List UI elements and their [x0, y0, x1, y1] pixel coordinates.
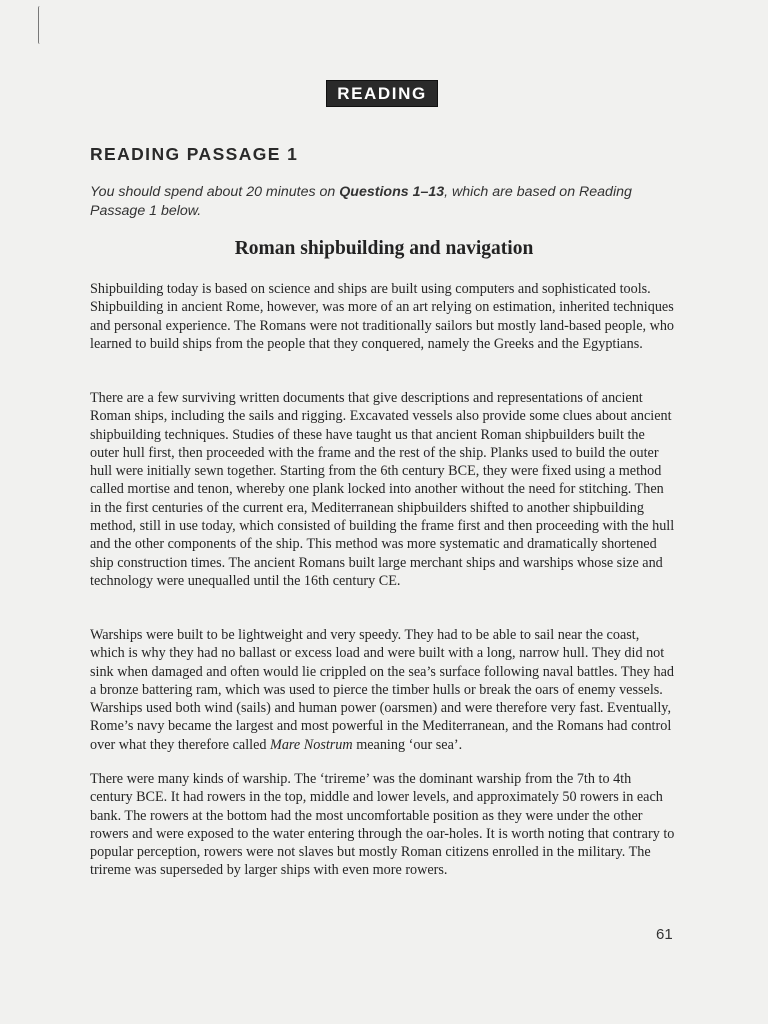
paragraph-4: There were many kinds of warship. The ‘trireme’ was the dominant warship from the 7th to 4th century BCE. It had rowers in the top, middle and lower levels, and approximately 50 rowers in each bank. The rowers at the bottom had the most uncomfortable position as they were under the other rowers and were exposed to the water entering through the oar-holes. It is worth noting that contrary to popular perception, rowers were not slaves but mostly Roman citizens enrolled in the military. The trireme was superseded by larger ships with even more rowers.: [90, 771, 675, 879]
instructions-text-start: You should spend about 20 minutes on: [90, 184, 340, 200]
article-title: Roman shipbuilding and navigation: [234, 238, 534, 259]
paragraph-2: There are a few surviving written documents that give descriptions and representations of ancient Roman ships, including the sails and rigging. Excavated vessels also provide some clues about ancient shipbuilding techniques. Studies of these have taught us that ancient Roman shipbuilders built the outer hull first, then proceeded with the frame and the rest of the ship. Planks used to build the outer hull were initially sewn together. Starting from the 6th century BCE, they were fixed using a method called mortise and tenon, whereby one plank locked into another without the need for stitching. Then in the first centuries of the current era, Mediterranean shipbuilders shifted to another shipbuilding method, still in use today, which consisted of building the frame first and then proceeding with the hull and the other components of the ship. This method was more systematic and dramatically shortened ship construction times. The ancient Romans built large merchant ships and warships whose size and technology were unequalled until the 16th century CE.: [90, 390, 675, 589]
section-label: READING: [326, 80, 438, 107]
paragraph-3-ending: meaning ‘our sea’.: [352, 736, 463, 753]
instructions-text-end: , which are based on Reading Passage 1 below.: [90, 184, 632, 219]
paragraph-1: Shipbuilding today is based on science and ships are built using computers and sophisticated tools. Shipbuilding in ancient Rome, however, was more of an art relying on estimation, inherited techniques and personal experience. The Romans were not traditionally sailors but mostly land-based people, who learned to build ships from the people that they conquered, namely the Greeks and the Egyptians.: [90, 281, 675, 352]
paragraph-3-text: Warships were built to be lightweight and very speedy. They had to be able to sail near the coast, which is why they had no ballast or excess load and were built with a long, narrow hull. They did not sink when damaged and often would lie crippled on the sea’s surface following naval battles. They had a bronze battering ram, which was used to pierce the timber hulls or break the oars of enemy vessels. Warships used both wind (sails) and human power (oarsmen) and were therefore very fast. Eventually, Rome’s navy became the largest and most powerful in the Mediterranean, and the Romans had control over what they therefore called: [90, 627, 675, 753]
paragraph-3: [90, 626, 675, 754]
page-number: 61: [656, 926, 673, 943]
instructions-questions: Questions 1–13: [339, 184, 445, 200]
passage-heading: READING PASSAGE 1: [90, 144, 299, 164]
instructions: [90, 183, 680, 220]
scan-margin-mark: [38, 6, 42, 44]
latin-term: Mare Nostrum: [270, 736, 353, 753]
